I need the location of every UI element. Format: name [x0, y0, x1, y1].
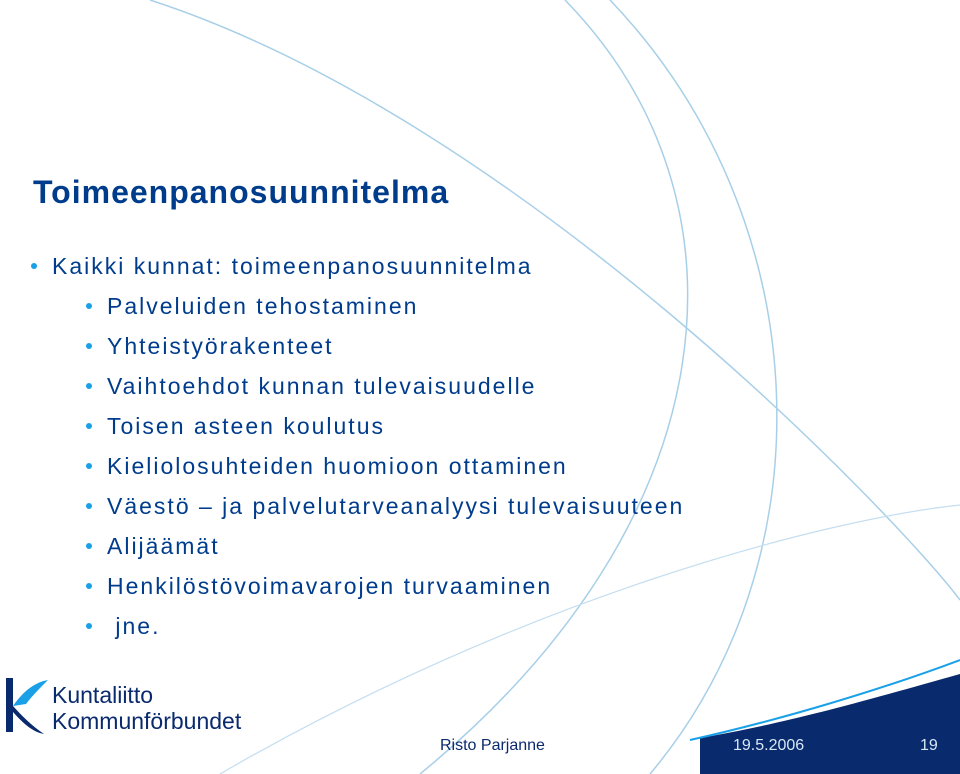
- bullet-item: [86, 372, 536, 400]
- bullet-item: [86, 492, 684, 520]
- bullet-text: Palveluiden tehostaminen: [107, 293, 419, 319]
- logo-text-swedish: Kommunförbundet: [52, 708, 242, 734]
- footer-author: Risto Parjanne: [440, 737, 545, 754]
- bullet-text: Väestö – ja palvelutarveanalyysi tulevaisuuteen: [107, 493, 685, 519]
- bullet-item: [31, 252, 533, 280]
- bullet-icon: [86, 583, 92, 589]
- bullet-icon: [86, 463, 92, 469]
- bullet-text: Henkilöstövoimavarojen turvaaminen: [107, 573, 553, 599]
- bullet-text: Alijäämät: [107, 533, 220, 559]
- bullet-item: [86, 452, 568, 480]
- bullet-text: jne.: [107, 613, 161, 639]
- bullet-item: [86, 572, 552, 600]
- decorative-curve-3: [610, 0, 777, 774]
- bullet-text: Yhteistyörakenteet: [107, 333, 334, 359]
- footer-band: [700, 674, 960, 774]
- footer-page-number: 19: [920, 737, 938, 754]
- bullet-icon: [86, 623, 92, 629]
- footer-date: 19.5.2006: [733, 737, 805, 754]
- bullet-icon: [86, 343, 92, 349]
- kuntaliitto-logo: [4, 672, 254, 742]
- bullet-item: [86, 332, 334, 360]
- slide-title: Toimeenpanosuunnitelma: [33, 174, 450, 210]
- bullet-text: Kaikki kunnat: toimeenpanosuunnitelma: [52, 253, 533, 279]
- bullet-icon: [86, 383, 92, 389]
- bullet-text: Kieliolosuhteiden huomioon ottaminen: [107, 453, 568, 479]
- bullet-text: Vaihtoehdot kunnan tulevaisuudelle: [107, 373, 537, 399]
- bullet-icon: [86, 503, 92, 509]
- bullet-item: [86, 292, 418, 320]
- bullet-item: [86, 612, 160, 640]
- bullet-icon: [86, 423, 92, 429]
- bullet-icon: [86, 303, 92, 309]
- kuntaliitto-logo-mark-icon: [4, 672, 50, 738]
- bullet-icon: [31, 263, 37, 269]
- logo-text-finnish: Kuntaliitto: [52, 682, 154, 708]
- bullet-item: [86, 532, 220, 560]
- bullet-icon: [86, 543, 92, 549]
- bullet-text: Toisen asteen koulutus: [107, 413, 385, 439]
- bullet-item: [86, 412, 385, 440]
